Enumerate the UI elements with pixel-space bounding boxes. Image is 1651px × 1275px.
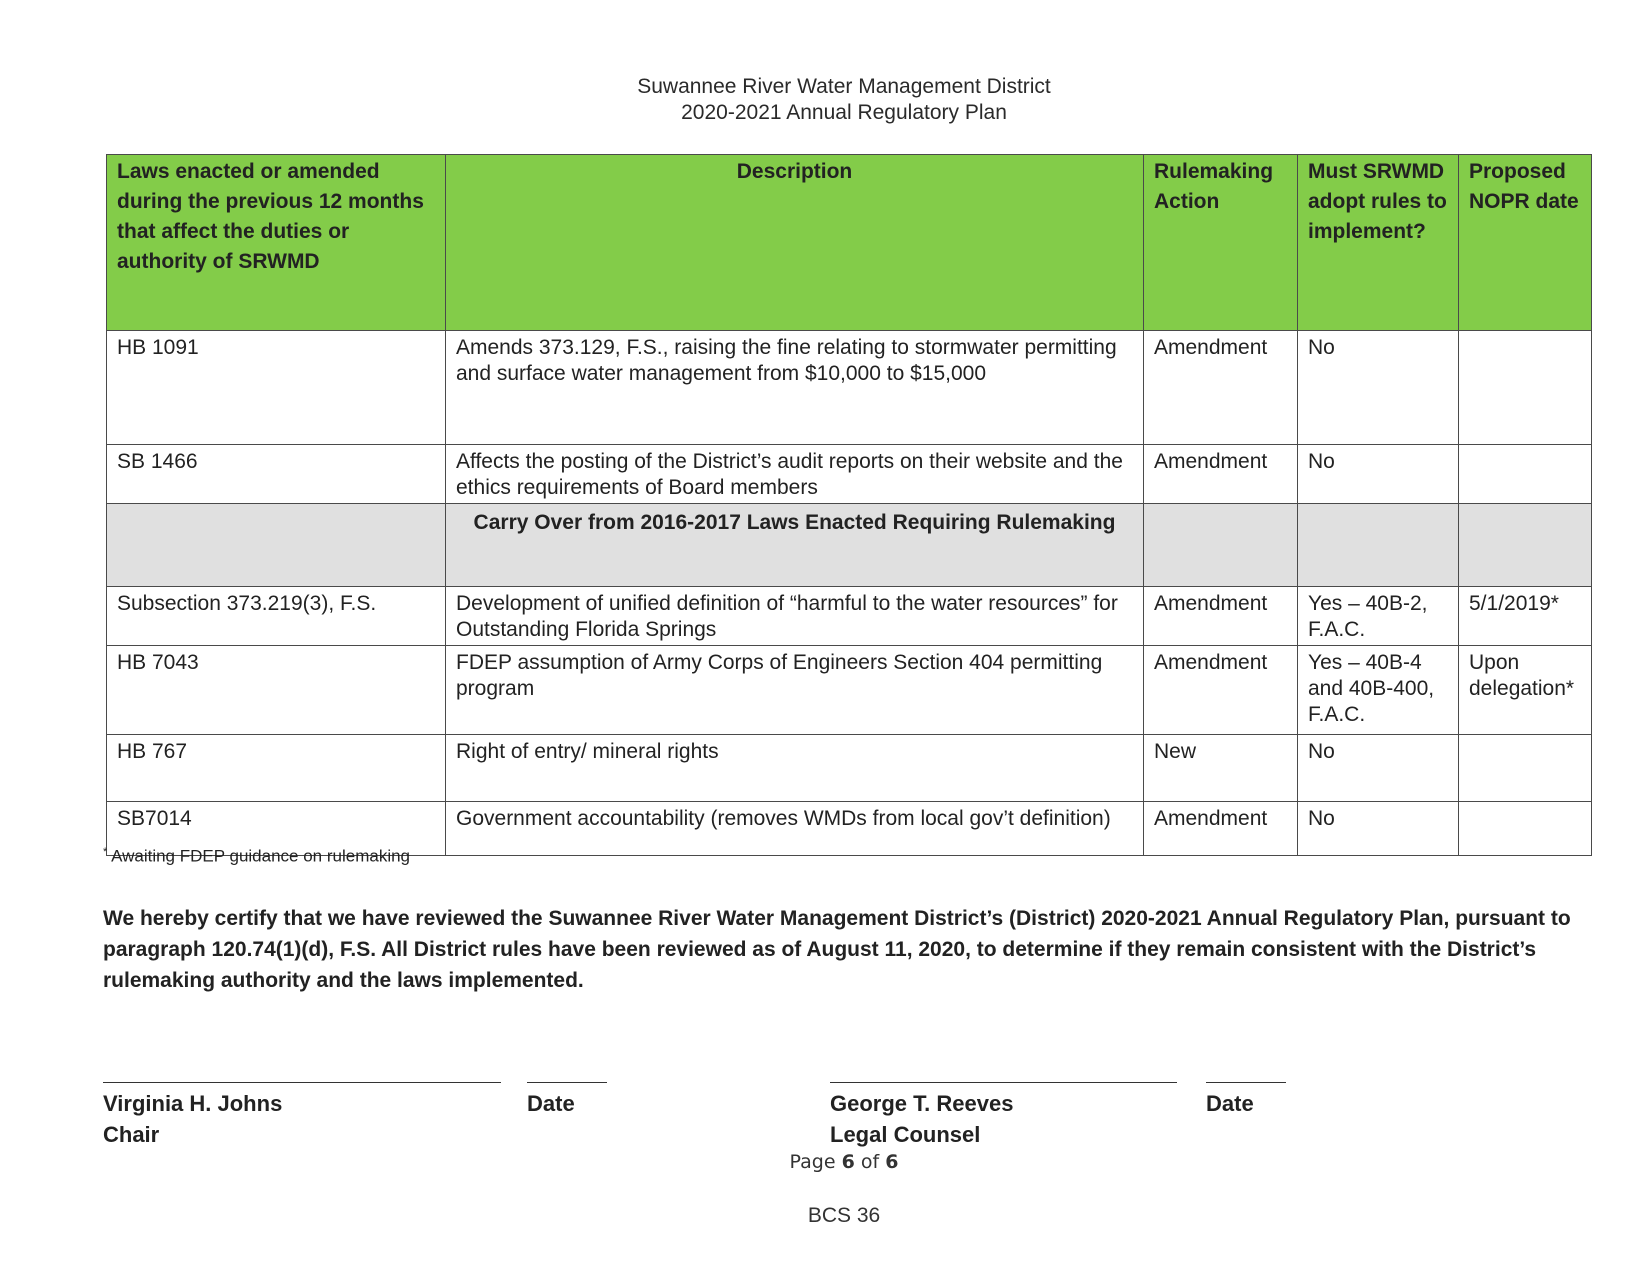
cell-law: HB 767: [107, 735, 446, 802]
table-row: [107, 445, 1592, 504]
cell-nopr-date: Upon delegation*: [1459, 646, 1592, 735]
page-number: [0, 1151, 1651, 1173]
chair-title: Chair: [103, 1122, 160, 1147]
page-total: 6: [885, 1151, 899, 1173]
cell-action: Amendment: [1144, 587, 1298, 646]
cell-empty: [1298, 504, 1459, 587]
document-header: [0, 74, 1651, 126]
table-row: [107, 646, 1592, 735]
cell-nopr-date: [1459, 445, 1592, 504]
cell-must-adopt: No: [1298, 331, 1459, 445]
certification-statement: We hereby certify that we have reviewed the Suwannee River Water Management District’s (District) 2020-2021 Annual Regulatory Plan, pursuant to paragraph 120.74(1)(d), F.S. All District rules have been reviewed as of August 11, 2020, to determine if they remain consistent with the District’s rulemaking authority and the laws implemented.: [103, 907, 1571, 992]
counsel-title: Legal Counsel: [830, 1122, 981, 1147]
cell-description: Amends 373.129, F.S., raising the fine relating to stormwater permitting and surface water management from $10,000 to $15,000: [446, 331, 1144, 445]
column-header-description: Description: [446, 155, 1144, 331]
cell-action: Amendment: [1144, 802, 1298, 856]
column-header-action: Rulemaking Action: [1144, 155, 1298, 331]
chair-name: Virginia H. Johns: [103, 1091, 283, 1116]
footnote-marker: *: [103, 846, 108, 858]
chair-date-line: [527, 1082, 607, 1083]
cell-nopr-date: 5/1/2019*: [1459, 587, 1592, 646]
column-header-nopr-date: Proposed NOPR date: [1459, 155, 1592, 331]
page-of: of: [854, 1151, 886, 1173]
document-code: BCS 36: [807, 1204, 881, 1227]
cell-must-adopt: Yes – 40B-4 and 40B-400, F.A.C.: [1298, 646, 1459, 735]
chair-date-label: Date: [527, 1091, 575, 1116]
cell-must-adopt: Yes – 40B-2, F.A.C.: [1298, 587, 1459, 646]
cell-law: SB 1466: [107, 445, 446, 504]
table-row: [107, 735, 1592, 802]
cell-empty: [1459, 504, 1592, 587]
counsel-signature-block: [830, 1088, 1013, 1150]
cell-description: Right of entry/ mineral rights: [446, 735, 1144, 802]
cell-must-adopt: No: [1298, 802, 1459, 856]
table-header-row: [107, 155, 1592, 331]
header-district: Suwannee River Water Management District: [637, 75, 1051, 98]
footnote: [103, 846, 410, 867]
chair-signature-line: [103, 1082, 501, 1083]
column-header-law: Laws enacted or amended during the previous 12 months that affect the duties or authority of SRWMD: [107, 155, 446, 331]
regulatory-plan-table: [106, 154, 1592, 856]
counsel-name: George T. Reeves: [830, 1091, 1014, 1116]
cell-description: Government accountability (removes WMDs from local gov’t definition): [446, 802, 1144, 856]
cell-law: SB7014: [107, 802, 446, 856]
cell-description: Affects the posting of the District’s audit reports on their website and the ethics requirements of Board members: [446, 445, 1144, 504]
cell-action: Amendment: [1144, 646, 1298, 735]
cell-must-adopt: No: [1298, 445, 1459, 504]
page-prefix: Page: [789, 1151, 842, 1173]
cell-law: HB 1091: [107, 331, 446, 445]
table-row: [107, 331, 1592, 445]
counsel-date-label: Date: [1206, 1091, 1254, 1116]
cell-must-adopt: No: [1298, 735, 1459, 802]
cell-empty: [1144, 504, 1298, 587]
cell-action: Amendment: [1144, 445, 1298, 504]
counsel-date-line: [1206, 1082, 1286, 1083]
counsel-signature-line: [830, 1082, 1177, 1083]
cell-nopr-date: [1459, 735, 1592, 802]
page-current: 6: [841, 1151, 855, 1173]
cell-description: FDEP assumption of Army Corps of Engineers Section 404 permitting program: [446, 646, 1144, 735]
cell-law: HB 7043: [107, 646, 446, 735]
chair-signature-block: [103, 1088, 282, 1150]
column-header-must-adopt: Must SRWMD adopt rules to implement?: [1298, 155, 1459, 331]
cell-nopr-date: [1459, 331, 1592, 445]
table-row: [107, 587, 1592, 646]
footnote-text: Awaiting FDEP guidance on rulemaking: [107, 846, 411, 866]
cell-law: Subsection 373.219(3), F.S.: [107, 587, 446, 646]
cell-nopr-date: [1459, 802, 1592, 856]
header-plan-title: 2020-2021 Annual Regulatory Plan: [681, 101, 1007, 124]
cell-action: Amendment: [1144, 331, 1298, 445]
carry-over-section-row: [107, 504, 1592, 587]
cell-description: Development of unified definition of “harmful to the water resources” for Outstanding Florida Springs: [446, 587, 1144, 646]
cell-action: New: [1144, 735, 1298, 802]
cell-empty: [107, 504, 446, 587]
carry-over-title: Carry Over from 2016-2017 Laws Enacted Requiring Rulemaking: [446, 504, 1144, 587]
